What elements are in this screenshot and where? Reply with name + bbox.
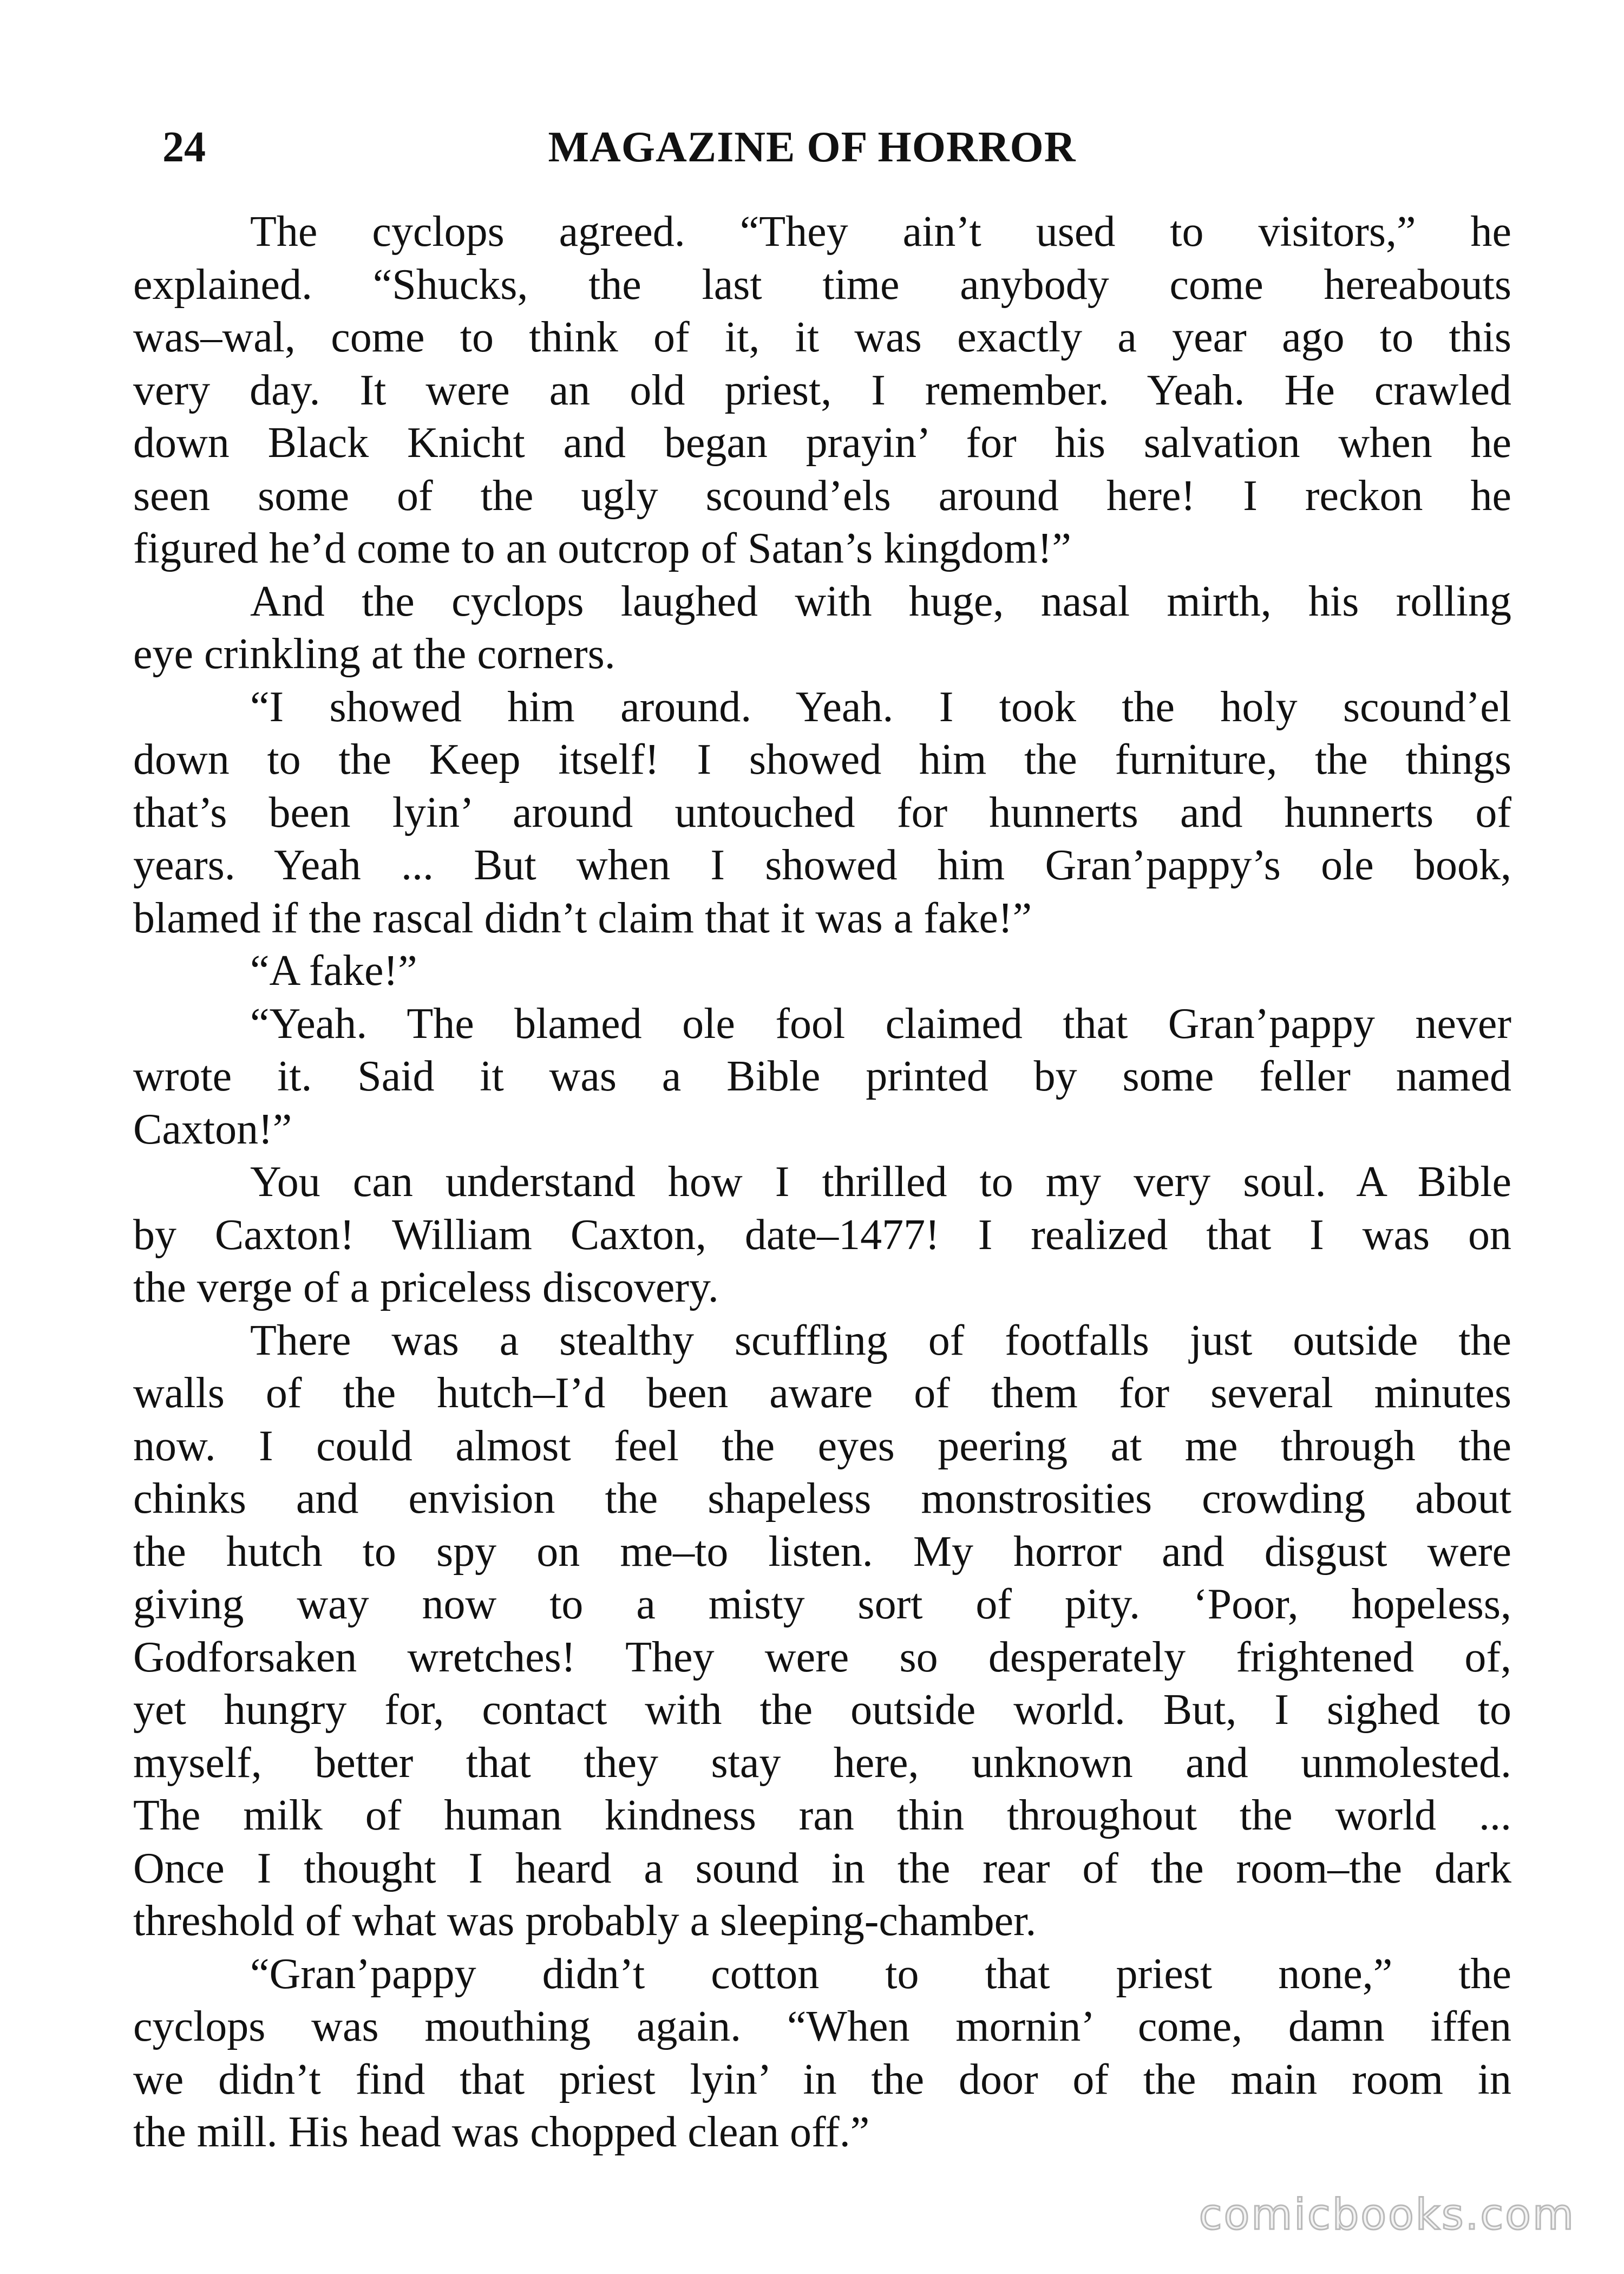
text-line: The milk of human kindness ran thin throughout the world ...	[133, 1792, 1511, 1839]
text-line: by Caxton! William Caxton, date–1477! I realized that I was on	[133, 1211, 1511, 1259]
text-line: Once I thought I heard a sound in the rear of the room–the dark	[133, 1844, 1511, 1892]
text-line: wrote it. Said it was a Bible printed by some feller named	[133, 1053, 1511, 1100]
text-line: You can understand how I thrilled to my very soul. A Bible	[250, 1158, 1511, 1206]
text-line: threshold of what was probably a sleeping-chamber.	[133, 1897, 1037, 1945]
text-line: yet hungry for, contact with the outside world. But, I sighed to	[133, 1686, 1511, 1734]
text-line: giving way now to a misty sort of pity. ‘Poor, hopeless,	[133, 1580, 1511, 1628]
text-line: myself, better that they stay here, unknown and unmolested.	[133, 1739, 1511, 1787]
text-line: blamed if the rascal didn’t claim that it was a fake!”	[133, 894, 1032, 942]
text-line: seen some of the ugly scound’els around here! I reckon he	[133, 472, 1511, 520]
text-line: now. I could almost feel the eyes peering at me through the	[133, 1422, 1511, 1470]
text-line: very day. It were an old priest, I remember. Yeah. He crawled	[133, 366, 1511, 414]
text-line: cyclops was mouthing again. “When mornin’ come, damn iffen	[133, 2003, 1511, 2050]
text-line: Godforsaken wretches! They were so desperately frightened of,	[133, 1633, 1511, 1681]
text-line: the mill. His head was chopped clean off.”	[133, 2108, 870, 2156]
text-line: walls of the hutch–I’d been aware of them for several minutes	[133, 1369, 1511, 1417]
text-line: the hutch to spy on me–to listen. My horror and disgust were	[133, 1527, 1511, 1576]
page-number: 24	[162, 123, 206, 171]
text-line: chinks and envision the shapeless monstrosities crowding about	[133, 1475, 1511, 1522]
text-line: was–wal, come to think of it, it was exactly a year ago to this	[133, 313, 1511, 361]
text-line: “Yeah. The blamed ole fool claimed that Gran’pappy never	[250, 999, 1511, 1048]
watermark: comicbooks.com	[1199, 2191, 1575, 2239]
story-text	[133, 206, 1511, 2159]
text-line: “A fake!”	[250, 947, 417, 995]
running-head: MAGAZINE OF HORROR	[548, 123, 1076, 171]
text-line: we didn’t find that priest lyin’ in the door of the main room in	[133, 2055, 1511, 2103]
text-line: There was a stealthy scuffling of footfalls just outside the	[250, 1316, 1511, 1364]
text-line: “Gran’pappy didn’t cotton to that priest none,” the	[250, 1950, 1511, 1998]
text-line: eye crinkling at the corners.	[133, 630, 615, 678]
text-line: figured he’d come to an outcrop of Satan’s kingdom!”	[133, 525, 1071, 572]
text-line: And the cyclops laughed with huge, nasal mirth, his rolling	[250, 577, 1511, 625]
text-line: years. Yeah ... But when I showed him Gran’pappy’s ole book,	[133, 841, 1511, 889]
text-line: the verge of a priceless discovery.	[133, 1264, 719, 1311]
text-line: explained. “Shucks, the last time anybody come hereabouts	[133, 260, 1511, 309]
text-line: down to the Keep itself! I showed him the furniture, the things	[133, 736, 1511, 783]
text-line: “I showed him around. Yeah. I took the holy scound’el	[250, 683, 1511, 731]
text-line: The cyclops agreed. “They ain’t used to visitors,” he	[250, 208, 1511, 256]
text-line: that’s been lyin’ around untouched for hunnerts and hunnerts of	[133, 788, 1511, 837]
text-line: down Black Knicht and began prayin’ for his salvation when he	[133, 419, 1511, 467]
text-line: Caxton!”	[133, 1105, 292, 1153]
